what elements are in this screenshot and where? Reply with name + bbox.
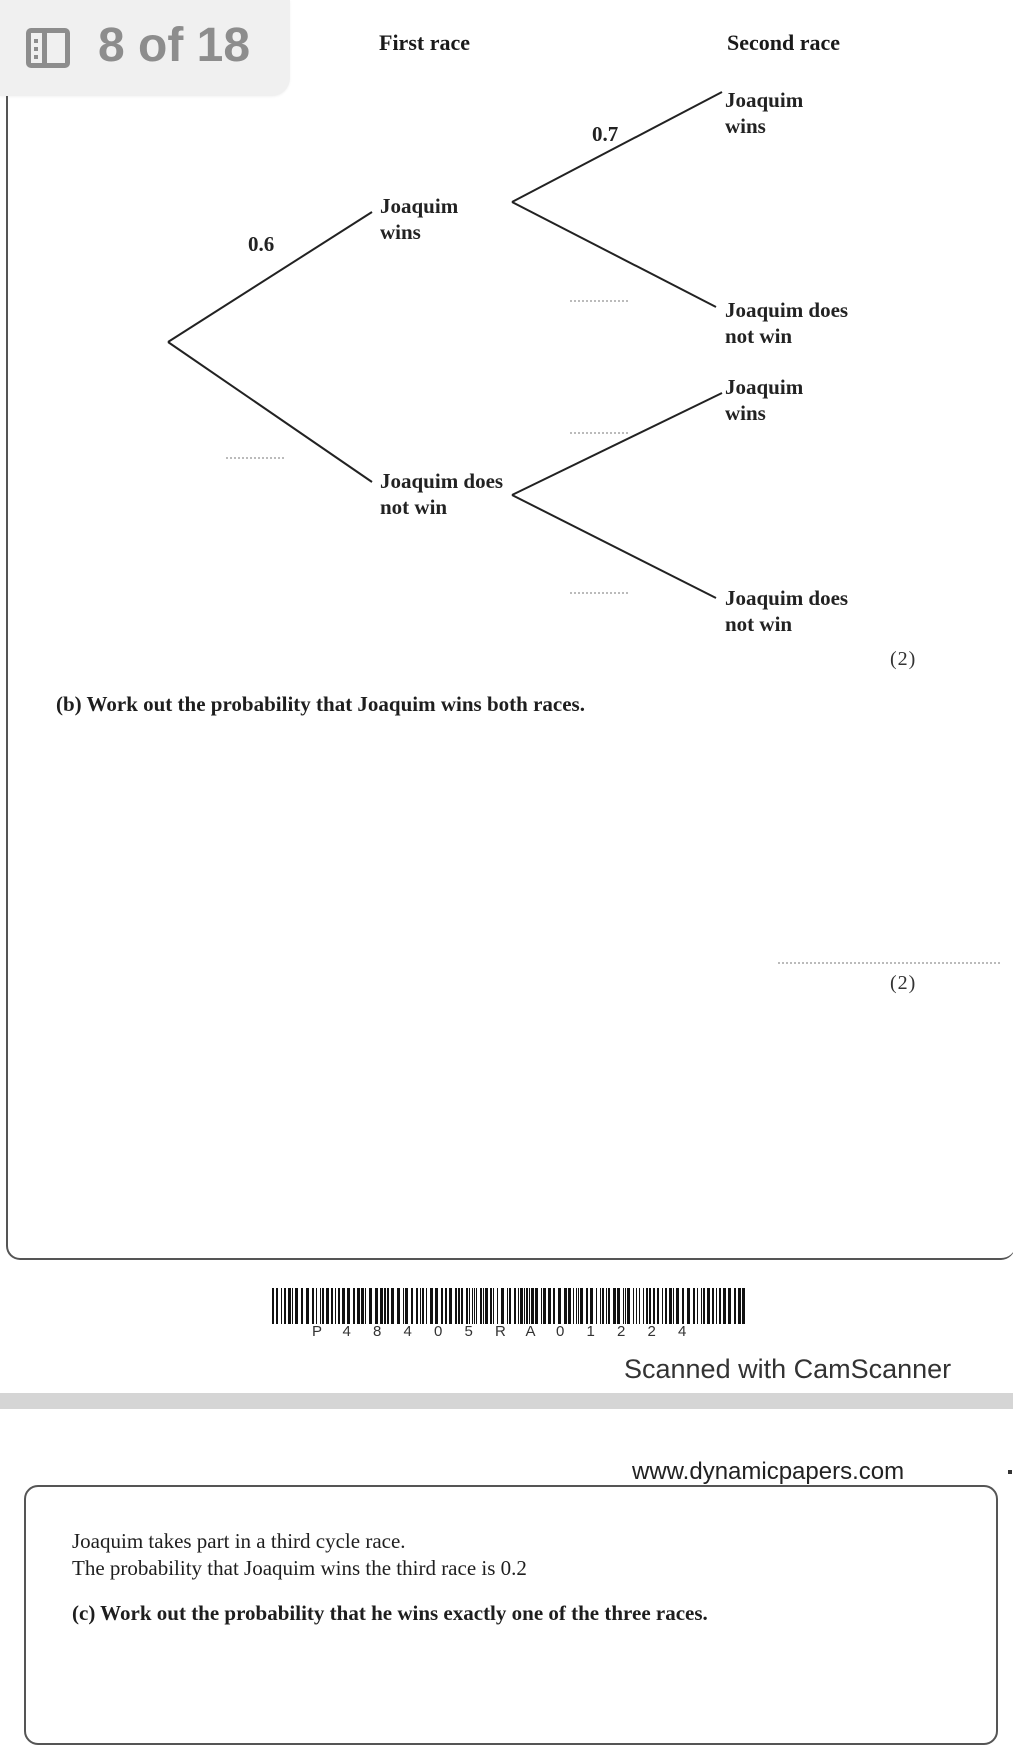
barcode-digit: 5: [464, 1323, 473, 1340]
barcode-bar: [669, 1288, 672, 1324]
part-b-marks: (2): [890, 972, 917, 994]
barcode-bar: [617, 1288, 620, 1324]
barcode-bar: [461, 1288, 463, 1324]
barcode-bar: [497, 1288, 498, 1324]
first-race-heading: First race: [379, 30, 470, 55]
barcode-bar: [509, 1288, 511, 1324]
leaf-lose-win: Joaquim wins: [725, 375, 804, 425]
website-url: www.dynamicpapers.com: [632, 1458, 905, 1485]
barcode-bar: [284, 1288, 286, 1324]
intro-line-1: Joaquim takes part in a third cycle race.: [72, 1529, 406, 1553]
barcode-bar: [306, 1288, 309, 1324]
barcode-bar: [531, 1288, 534, 1324]
barcode-bar: [445, 1288, 447, 1324]
barcode-bar: [716, 1288, 717, 1324]
barcode-bar: [580, 1288, 583, 1324]
barcode-bar: [682, 1288, 684, 1324]
barcode-bar: [636, 1288, 637, 1324]
barcode-bar: [316, 1288, 317, 1324]
branch-lose-lose: [512, 495, 716, 598]
barcode-bar: [493, 1288, 494, 1324]
barcode-bar: [405, 1288, 408, 1324]
barcode-bar: [474, 1288, 475, 1324]
prob-first-win: 0.6: [248, 232, 275, 256]
branch-lose-win: [512, 393, 722, 495]
barcode-digit: 4: [678, 1323, 687, 1340]
barcode-bar: [608, 1288, 610, 1324]
barcode-bar: [568, 1288, 571, 1324]
barcode-bar: [335, 1288, 336, 1324]
barcode-bar: [613, 1288, 616, 1324]
barcode-bar: [353, 1288, 355, 1324]
leaf-win-lose: Joaquim does not win: [725, 298, 849, 348]
barcode-digit: R: [495, 1323, 506, 1340]
barcode-bar: [627, 1288, 630, 1324]
leaf-win-win: Joaquim wins: [725, 88, 804, 138]
barcode-bar: [543, 1288, 546, 1324]
barcode-bar: [742, 1288, 745, 1324]
barcode-digit: 2: [647, 1323, 656, 1340]
barcode-bar: [633, 1288, 634, 1324]
intro-line-2: The probability that Joaquim wins the third race is 0.2: [72, 1556, 527, 1580]
barcode-bar: [301, 1288, 303, 1324]
part-c-question: (c) Work out the probability that he wins exactly one of the three races.: [72, 1601, 708, 1625]
barcode-bar: [483, 1288, 484, 1324]
barcode-bar: [728, 1288, 731, 1324]
barcode-bar: [639, 1288, 640, 1324]
barcode-bar: [507, 1288, 508, 1324]
barcode-bar: [693, 1288, 695, 1324]
part-b-answer-line[interactable]: [778, 962, 1000, 964]
barcode-bar: [703, 1288, 705, 1324]
barcode-bar: [606, 1288, 607, 1324]
barcode-bar: [697, 1288, 698, 1324]
barcode-bar: [466, 1288, 468, 1324]
barcode-bar: [455, 1288, 457, 1324]
barcode-bar: [564, 1288, 567, 1324]
barcode-bar: [623, 1288, 624, 1324]
answer-blank-lose-lose[interactable]: [570, 592, 628, 594]
barcode-bar: [347, 1288, 350, 1324]
barcode-digit: 8: [373, 1323, 382, 1340]
node-first-win: Joaquim wins: [380, 194, 459, 244]
barcode-bar: [649, 1288, 651, 1324]
barcode-bar: [676, 1288, 679, 1324]
barcode-bar: [369, 1288, 372, 1324]
barcode-bar: [397, 1288, 400, 1324]
barcode-bar: [338, 1288, 340, 1324]
page-divider: [0, 1393, 1013, 1409]
barcode-digit: 4: [403, 1323, 412, 1340]
barcode-bar: [480, 1288, 482, 1324]
barcode-digit: 4: [342, 1323, 351, 1340]
barcode-bar: [357, 1288, 360, 1324]
barcode-bar: [586, 1288, 588, 1324]
barcode-bar: [281, 1288, 282, 1324]
barcode-bar: [435, 1288, 438, 1324]
barcode-bar: [272, 1288, 274, 1324]
barcode-bar: [723, 1288, 726, 1324]
barcode-digit: 0: [434, 1323, 443, 1340]
barcode-bar: [422, 1288, 424, 1324]
barcode-bar: [469, 1288, 470, 1324]
barcode-bar: [426, 1288, 427, 1324]
barcode-bar: [322, 1288, 324, 1324]
barcode-bar: [342, 1288, 345, 1324]
barcode-bar: [687, 1288, 690, 1324]
barcode-bar: [391, 1288, 394, 1324]
barcode-bar: [331, 1288, 333, 1324]
barcode-bar: [707, 1288, 710, 1324]
barcode-bar: [518, 1288, 519, 1324]
barcode-bar: [738, 1288, 741, 1324]
second-race-heading: Second race: [727, 30, 841, 55]
tree-diagram: [0, 0, 1013, 700]
barcode-bar: [657, 1288, 659, 1324]
barcode-bar: [701, 1288, 702, 1324]
leaf-lose-lose: Joaquim does not win: [725, 586, 849, 636]
barcode-bar: [384, 1288, 386, 1324]
barcode-bar: [712, 1288, 714, 1324]
barcode-bar: [524, 1288, 525, 1324]
barcode-bar: [653, 1288, 655, 1324]
barcode-bar: [548, 1288, 551, 1324]
barcode-bar: [476, 1288, 477, 1324]
camscanner-watermark: Scanned with CamScanner: [624, 1354, 952, 1384]
barcode-bar: [472, 1288, 473, 1324]
barcode-digit: A: [525, 1323, 536, 1340]
barcode-bar: [387, 1288, 389, 1324]
branch-first-lose: [168, 342, 372, 482]
barcode-bar: [573, 1288, 574, 1324]
barcode-bar: [276, 1288, 278, 1324]
barcode-bar: [420, 1288, 421, 1324]
margin-mark: [1008, 1470, 1012, 1474]
barcode-bar: [578, 1288, 579, 1324]
barcode-bar: [449, 1288, 452, 1324]
barcode-bar: [520, 1288, 523, 1324]
barcode-bar: [553, 1288, 555, 1324]
prob-second-win: 0.7: [592, 122, 619, 146]
barcode-bar: [541, 1288, 542, 1324]
barcode-bar: [643, 1288, 644, 1324]
barcode-bar: [430, 1288, 433, 1324]
barcode-bar: [295, 1288, 298, 1324]
barcode-bar: [380, 1288, 383, 1324]
barcode-bar: [529, 1288, 530, 1324]
barcode-bar: [734, 1288, 736, 1324]
node-first-lose: Joaquim does not win: [380, 469, 504, 519]
barcode-digit: 2: [617, 1323, 626, 1340]
part-b-question: (b) Work out the probability that Joaquim wins both races.: [56, 692, 585, 716]
barcode-bar: [292, 1288, 293, 1324]
barcode-digit: 0: [556, 1323, 565, 1340]
barcode-bar: [590, 1288, 593, 1324]
barcode-bar: [501, 1288, 504, 1324]
barcode-bar: [665, 1288, 667, 1324]
next-question-intro: [72, 1528, 527, 1582]
barcode-bar: [719, 1288, 721, 1324]
barcode-bar: [646, 1288, 648, 1324]
barcode-bar: [625, 1288, 626, 1324]
barcode-bar: [312, 1288, 314, 1324]
answer-blank-lose-win[interactable]: [570, 432, 628, 434]
barcode-bar: [490, 1288, 492, 1324]
barcode-bar: [485, 1288, 488, 1324]
barcode-digit: P: [312, 1323, 323, 1340]
barcode-bar: [288, 1288, 291, 1324]
barcode-bar: [375, 1288, 378, 1324]
barcode-bar: [411, 1288, 413, 1324]
page-counter-text: 8 of 18: [98, 19, 251, 72]
barcode-bar: [673, 1288, 674, 1324]
answer-blank-win-lose[interactable]: [570, 300, 628, 302]
barcode-bar: [576, 1288, 577, 1324]
branch-win-lose: [512, 202, 716, 307]
barcode-bar: [596, 1288, 597, 1324]
barcode-bar: [441, 1288, 443, 1324]
barcode-bar: [600, 1288, 601, 1324]
barcode-bar: [365, 1288, 366, 1324]
barcode-bar: [526, 1288, 528, 1324]
barcode-digits: [312, 1323, 709, 1340]
branch-win-win: [512, 92, 722, 202]
barcode-bar: [558, 1288, 561, 1324]
barcode-bar: [416, 1288, 418, 1324]
barcode-bar: [326, 1288, 329, 1324]
barcode-bar: [361, 1288, 364, 1324]
barcode: [270, 1288, 750, 1324]
barcode-bar: [320, 1288, 321, 1324]
barcode-bar: [403, 1288, 404, 1324]
barcode-bar: [662, 1288, 663, 1324]
barcode-bar: [514, 1288, 516, 1324]
answer-blank-first-lose[interactable]: [226, 457, 284, 459]
barcode-bar: [602, 1288, 604, 1324]
barcode-bar: [458, 1288, 460, 1324]
part-a-marks: (2): [890, 648, 917, 670]
barcode-digit: 1: [586, 1323, 595, 1340]
barcode-bar: [535, 1288, 538, 1324]
